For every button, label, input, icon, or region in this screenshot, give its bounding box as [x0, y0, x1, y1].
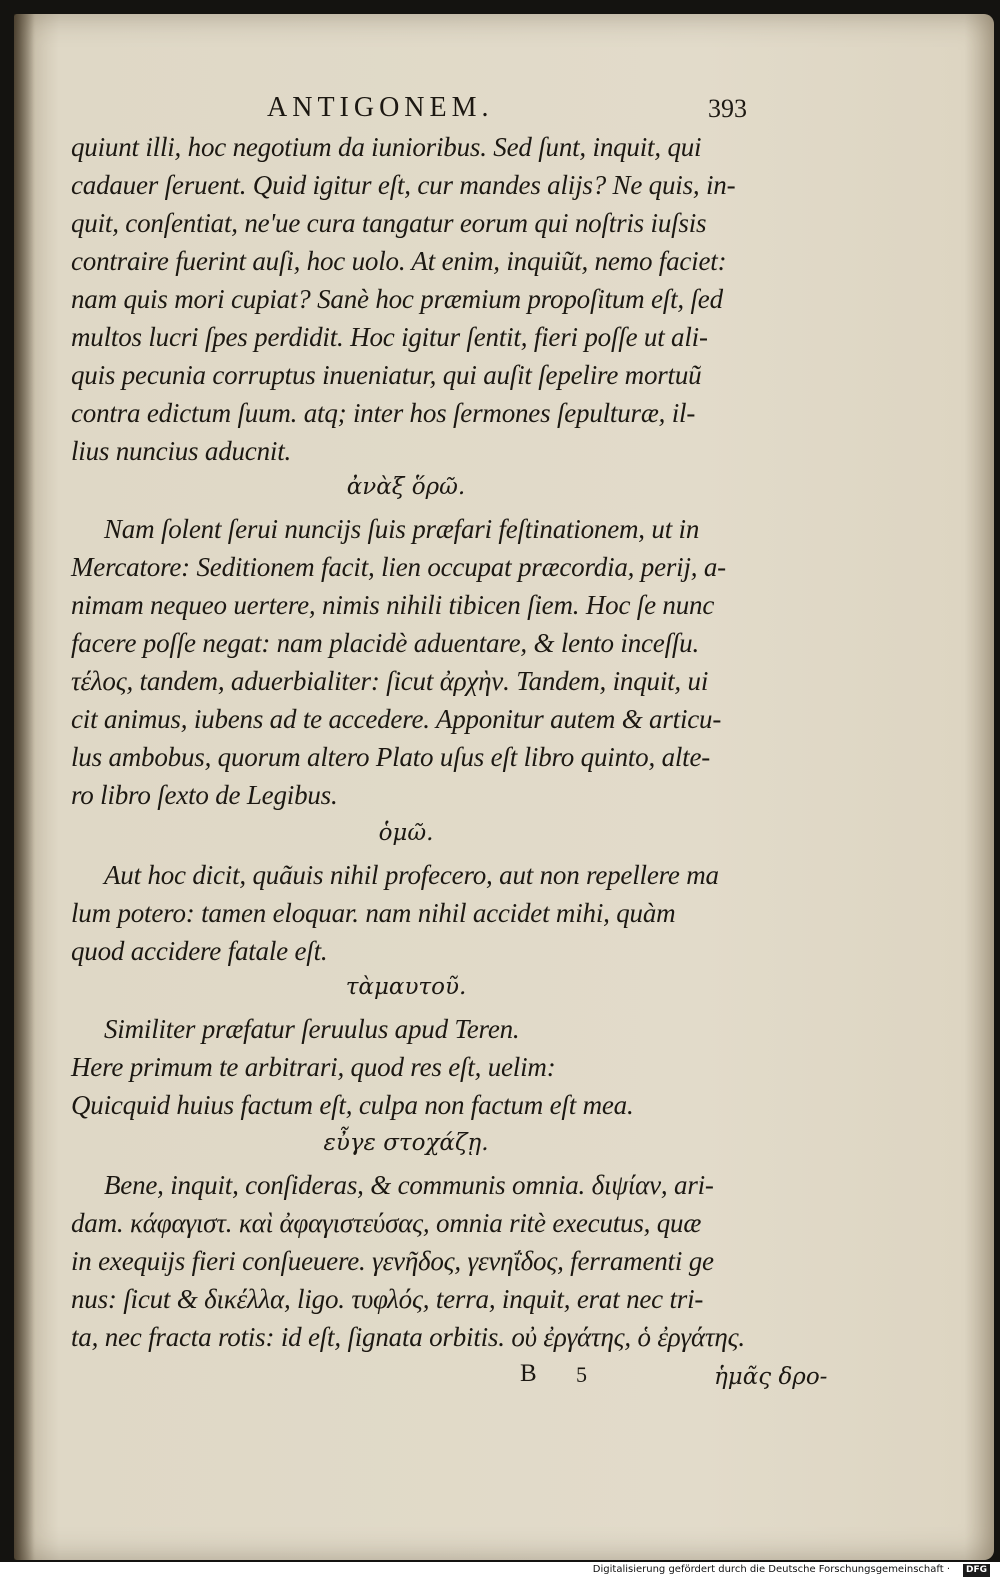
- text-line: Nam ſolent ſerui nuncijs ſuis præfari feſtinationem, ut in: [104, 514, 700, 544]
- text-line: cadauer ſeruent. Quid igitur eſt, cur mandes alijs? Ne quis, in-: [71, 170, 736, 200]
- text-line: nam quis mori cupiat? Sanè hoc præmium propoſitum eſt, ſed: [71, 284, 723, 314]
- verse-line: Here primum te arbitrari, quod res eſt, uelim:: [71, 1052, 556, 1082]
- signature-number: 5: [576, 1362, 587, 1387]
- text-line: nus: ſicut & δικέλλα, ligo. τυφλός, terra, inquit, erat nec tri-: [71, 1284, 704, 1314]
- text-line: τέλος, tandem, aduerbialiter: ſicut ἀρχὴν. Tandem, inquit, ui: [71, 666, 709, 696]
- greek-lemma-heading: ὁμῶ.: [378, 820, 434, 846]
- text-line: quiunt illi, hoc negotium da iunioribus. Sed ſunt, inquit, qui: [71, 132, 702, 162]
- text-line: contraire fuerint auſi, hoc uolo. At enim, inquiũt, nemo faciet:: [71, 246, 727, 276]
- verse-line: Similiter præfatur ſeruulus apud Teren.: [104, 1014, 520, 1044]
- text-line: quit, conſentiat, ne'ue cura tangatur eorum qui noſtris iuſsis: [71, 208, 707, 238]
- catchword: ἡμᾶς δρο-: [714, 1364, 828, 1390]
- text-line: Aut hoc dicit, quãuis nihil profecero, aut non repellere ma: [104, 860, 719, 890]
- text-line: lus ambobus, quorum altero Plato uſus eſt libro quinto, alte-: [71, 742, 711, 772]
- verse-line: Quicquid huius factum eſt, culpa non factum eſt mea.: [71, 1090, 634, 1120]
- text-line: in exequijs fieri conſueuere. γενῆδος, γενηΐδος, ferramenti ge: [71, 1246, 714, 1276]
- book-page: [14, 14, 994, 1560]
- greek-lemma-heading: ἀνὰξ ὅρῶ.: [346, 474, 466, 500]
- text-line: nimam nequeo uertere, nimis nihili tibicen ſiem. Hoc ſe nunc: [71, 590, 715, 620]
- text-line: lius nuncius aducnit.: [71, 436, 292, 466]
- signature-mark: B: [520, 1360, 537, 1387]
- text-line: quis pecunia corruptus inueniatur, qui auſit ſepelire mortuũ: [71, 360, 702, 390]
- greek-lemma-heading: εὖγε στοχάζῃ.: [323, 1130, 489, 1156]
- text-line: cit animus, iubens ad te accedere. Apponitur autem & articu-: [71, 704, 722, 734]
- greek-lemma-heading: τὰμαυτοῦ.: [345, 974, 467, 1000]
- digitization-credit: Digitalisierung gefördert durch die Deutsche Forschungsgemeinschaft ·: [592, 1564, 950, 1575]
- text-line: quod accidere fatale eſt.: [71, 936, 328, 966]
- text-line: lum potero: tamen eloquar. nam nihil accidet mihi, quàm: [71, 898, 676, 928]
- page-gutter-shadow: [14, 14, 34, 1560]
- text-line: contra edictum ſuum. atq; inter hos ſermones ſepulturæ, il-: [71, 398, 696, 428]
- text-line: ro libro ſexto de Legibus.: [71, 780, 338, 810]
- text-line: multos lucri ſpes perdidit. Hoc igitur ſentit, fieri poſſe ut ali-: [71, 322, 708, 352]
- text-line: Bene, inquit, conſideras, & communis omnia. διψίαν, ari-: [104, 1170, 714, 1200]
- text-line: facere poſſe negat: nam placidè aduentare, & lento inceſſu.: [71, 628, 700, 658]
- text-line: ta, nec fracta rotis: id eſt, ſignata orbitis. οὐ ἐργάτης, ὁ ἐργάτης.: [71, 1322, 745, 1352]
- text-line: dam. κάφαγιστ. καὶ ἀφαγιστεύσας, omnia ritè executus, quæ: [71, 1208, 702, 1238]
- running-head: ANTIGONEM.: [267, 92, 494, 123]
- dfg-logo: DFG: [963, 1564, 990, 1577]
- page-number: 393: [708, 94, 747, 123]
- text-line: Mercatore: Seditionem facit, lien occupat præcordia, perij, a-: [71, 552, 726, 582]
